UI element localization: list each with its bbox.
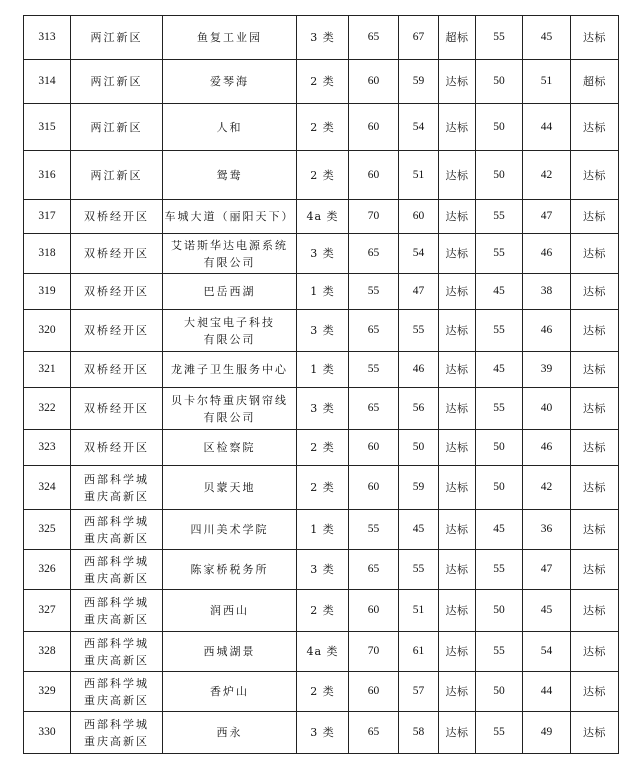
district-cell bbox=[71, 352, 163, 388]
district-line: 西部科学城 bbox=[84, 676, 149, 690]
night-measured-cell: 51 bbox=[523, 60, 571, 104]
day-result-cell: 达标 bbox=[439, 388, 476, 430]
row-number-cell: 315 bbox=[24, 104, 71, 151]
night-result-cell: 达标 bbox=[571, 632, 619, 672]
night-measured-cell: 38 bbox=[523, 274, 571, 310]
table-row bbox=[24, 274, 619, 310]
district-cell bbox=[71, 712, 163, 754]
night-result-cell: 达标 bbox=[571, 16, 619, 60]
night-limit-cell: 55 bbox=[476, 16, 523, 60]
district-cell bbox=[71, 104, 163, 151]
site-line: 区检察院 bbox=[203, 441, 256, 454]
district-line: 西部科学城 bbox=[84, 717, 149, 731]
district-line: 西部科学城 bbox=[84, 636, 149, 650]
site-line: 龙滩子卫生服务中心 bbox=[171, 363, 288, 376]
night-result-cell: 达标 bbox=[571, 388, 619, 430]
table-row bbox=[24, 310, 619, 352]
night-limit-cell: 50 bbox=[476, 466, 523, 510]
site-line: 巴岳西湖 bbox=[203, 285, 256, 298]
district-line: 双桥经开区 bbox=[84, 285, 149, 298]
site-line: 有限公司 bbox=[203, 332, 256, 346]
district-line: 两江新区 bbox=[90, 75, 143, 88]
class-cell: 1 类 bbox=[297, 352, 349, 388]
district-cell bbox=[71, 388, 163, 430]
night-result-cell: 达标 bbox=[571, 712, 619, 754]
table-row bbox=[24, 151, 619, 200]
night-limit-cell: 55 bbox=[476, 200, 523, 234]
class-cell: 3 类 bbox=[297, 310, 349, 352]
district-line: 重庆高新区 bbox=[84, 531, 149, 545]
district-line: 重庆高新区 bbox=[84, 693, 149, 707]
day-measured-cell: 46 bbox=[399, 352, 439, 388]
night-measured-cell: 40 bbox=[523, 388, 571, 430]
row-number-cell: 322 bbox=[24, 388, 71, 430]
district-cell bbox=[71, 310, 163, 352]
district-cell bbox=[71, 16, 163, 60]
day-limit-cell: 55 bbox=[349, 510, 399, 550]
site-line: 大昶宝电子科技 bbox=[184, 315, 275, 329]
day-limit-cell: 60 bbox=[349, 430, 399, 466]
day-result-cell: 达标 bbox=[439, 672, 476, 712]
day-limit-cell: 60 bbox=[349, 466, 399, 510]
site-cell bbox=[163, 430, 297, 466]
district-line: 双桥经开区 bbox=[84, 441, 149, 454]
district-line: 重庆高新区 bbox=[84, 489, 149, 503]
table-row bbox=[24, 234, 619, 274]
day-result-cell: 达标 bbox=[439, 632, 476, 672]
night-result-cell: 达标 bbox=[571, 550, 619, 590]
night-measured-cell: 44 bbox=[523, 104, 571, 151]
day-measured-cell: 54 bbox=[399, 234, 439, 274]
class-cell: 2 类 bbox=[297, 60, 349, 104]
night-measured-cell: 42 bbox=[523, 151, 571, 200]
district-cell bbox=[71, 200, 163, 234]
district-line: 双桥经开区 bbox=[84, 247, 149, 260]
night-limit-cell: 55 bbox=[476, 310, 523, 352]
day-measured-cell: 55 bbox=[399, 310, 439, 352]
table-row bbox=[24, 712, 619, 754]
day-result-cell: 达标 bbox=[439, 274, 476, 310]
night-result-cell: 达标 bbox=[571, 200, 619, 234]
night-result-cell: 达标 bbox=[571, 104, 619, 151]
site-cell bbox=[163, 712, 297, 754]
site-cell bbox=[163, 466, 297, 510]
day-measured-cell: 54 bbox=[399, 104, 439, 151]
row-number-cell: 326 bbox=[24, 550, 71, 590]
day-limit-cell: 60 bbox=[349, 104, 399, 151]
class-cell: 3 类 bbox=[297, 234, 349, 274]
night-result-cell: 达标 bbox=[571, 310, 619, 352]
night-measured-cell: 36 bbox=[523, 510, 571, 550]
day-measured-cell: 56 bbox=[399, 388, 439, 430]
day-measured-cell: 47 bbox=[399, 274, 439, 310]
district-cell bbox=[71, 510, 163, 550]
table-row bbox=[24, 590, 619, 632]
day-result-cell: 达标 bbox=[439, 550, 476, 590]
night-result-cell: 达标 bbox=[571, 430, 619, 466]
night-result-cell: 达标 bbox=[571, 151, 619, 200]
site-cell bbox=[163, 234, 297, 274]
district-line: 西部科学城 bbox=[84, 514, 149, 528]
day-result-cell: 达标 bbox=[439, 310, 476, 352]
day-measured-cell: 60 bbox=[399, 200, 439, 234]
district-line: 重庆高新区 bbox=[84, 734, 149, 748]
day-limit-cell: 60 bbox=[349, 151, 399, 200]
night-limit-cell: 45 bbox=[476, 510, 523, 550]
site-line: 鸳鸯 bbox=[216, 168, 243, 182]
day-limit-cell: 65 bbox=[349, 310, 399, 352]
day-result-cell: 达标 bbox=[439, 510, 476, 550]
district-line: 两江新区 bbox=[90, 168, 143, 182]
day-result-cell: 达标 bbox=[439, 60, 476, 104]
day-limit-cell: 70 bbox=[349, 632, 399, 672]
district-line: 双桥经开区 bbox=[84, 324, 149, 337]
site-line: 车城大道（丽阳天下） bbox=[164, 210, 295, 223]
night-measured-cell: 46 bbox=[523, 234, 571, 274]
night-measured-cell: 42 bbox=[523, 466, 571, 510]
site-cell bbox=[163, 310, 297, 352]
site-line: 贝卡尔特重庆钢帘线 bbox=[171, 393, 288, 407]
site-cell bbox=[163, 388, 297, 430]
day-result-cell: 达标 bbox=[439, 151, 476, 200]
class-cell: 2 类 bbox=[297, 466, 349, 510]
class-cell: 2 类 bbox=[297, 104, 349, 151]
district-line: 重庆高新区 bbox=[84, 612, 149, 626]
day-limit-cell: 55 bbox=[349, 274, 399, 310]
district-cell bbox=[71, 672, 163, 712]
table-row bbox=[24, 672, 619, 712]
district-cell bbox=[71, 466, 163, 510]
day-result-cell: 达标 bbox=[439, 352, 476, 388]
row-number-cell: 328 bbox=[24, 632, 71, 672]
district-line: 重庆高新区 bbox=[84, 653, 149, 667]
site-cell bbox=[163, 590, 297, 632]
row-number-cell: 327 bbox=[24, 590, 71, 632]
site-line: 人和 bbox=[216, 120, 243, 134]
site-line: 润西山 bbox=[210, 604, 249, 617]
day-measured-cell: 67 bbox=[399, 16, 439, 60]
site-cell bbox=[163, 104, 297, 151]
site-cell bbox=[163, 352, 297, 388]
night-limit-cell: 55 bbox=[476, 550, 523, 590]
class-cell: 2 类 bbox=[297, 430, 349, 466]
site-line: 香炉山 bbox=[210, 685, 249, 698]
table-row bbox=[24, 466, 619, 510]
site-cell bbox=[163, 16, 297, 60]
table-row bbox=[24, 430, 619, 466]
day-result-cell: 达标 bbox=[439, 234, 476, 274]
day-result-cell: 达标 bbox=[439, 430, 476, 466]
night-limit-cell: 50 bbox=[476, 430, 523, 466]
day-measured-cell: 51 bbox=[399, 590, 439, 632]
night-result-cell: 达标 bbox=[571, 234, 619, 274]
night-measured-cell: 46 bbox=[523, 430, 571, 466]
night-limit-cell: 50 bbox=[476, 60, 523, 104]
day-limit-cell: 60 bbox=[349, 590, 399, 632]
class-cell: 2 类 bbox=[297, 151, 349, 200]
site-line: 爱琴海 bbox=[210, 75, 249, 88]
district-line: 西部科学城 bbox=[84, 595, 149, 609]
night-result-cell: 超标 bbox=[571, 60, 619, 104]
class-cell: 1 类 bbox=[297, 274, 349, 310]
district-line: 双桥经开区 bbox=[84, 210, 149, 223]
day-limit-cell: 65 bbox=[349, 550, 399, 590]
district-line: 两江新区 bbox=[90, 31, 143, 44]
day-measured-cell: 57 bbox=[399, 672, 439, 712]
table-row bbox=[24, 352, 619, 388]
night-result-cell: 达标 bbox=[571, 510, 619, 550]
table-row bbox=[24, 388, 619, 430]
class-cell: 2 类 bbox=[297, 672, 349, 712]
day-measured-cell: 50 bbox=[399, 430, 439, 466]
table-row bbox=[24, 16, 619, 60]
night-result-cell: 达标 bbox=[571, 672, 619, 712]
night-measured-cell: 49 bbox=[523, 712, 571, 754]
night-limit-cell: 50 bbox=[476, 151, 523, 200]
site-line: 有限公司 bbox=[203, 410, 256, 424]
night-measured-cell: 46 bbox=[523, 310, 571, 352]
row-number-cell: 323 bbox=[24, 430, 71, 466]
district-cell bbox=[71, 234, 163, 274]
site-cell bbox=[163, 632, 297, 672]
night-limit-cell: 45 bbox=[476, 274, 523, 310]
district-cell bbox=[71, 550, 163, 590]
night-limit-cell: 50 bbox=[476, 672, 523, 712]
table-row bbox=[24, 632, 619, 672]
district-cell bbox=[71, 430, 163, 466]
site-cell bbox=[163, 60, 297, 104]
day-result-cell: 超标 bbox=[439, 16, 476, 60]
night-result-cell: 达标 bbox=[571, 466, 619, 510]
row-number-cell: 324 bbox=[24, 466, 71, 510]
day-limit-cell: 65 bbox=[349, 234, 399, 274]
night-limit-cell: 55 bbox=[476, 632, 523, 672]
site-line: 有限公司 bbox=[203, 255, 256, 269]
day-measured-cell: 51 bbox=[399, 151, 439, 200]
site-cell bbox=[163, 200, 297, 234]
day-limit-cell: 60 bbox=[349, 672, 399, 712]
day-measured-cell: 61 bbox=[399, 632, 439, 672]
night-limit-cell: 55 bbox=[476, 388, 523, 430]
class-cell: 1 类 bbox=[297, 510, 349, 550]
day-result-cell: 达标 bbox=[439, 590, 476, 632]
table-body bbox=[24, 16, 619, 754]
row-number-cell: 319 bbox=[24, 274, 71, 310]
site-cell bbox=[163, 510, 297, 550]
district-line: 重庆高新区 bbox=[84, 571, 149, 585]
row-number-cell: 318 bbox=[24, 234, 71, 274]
row-number-cell: 316 bbox=[24, 151, 71, 200]
class-cell: 2 类 bbox=[297, 590, 349, 632]
day-limit-cell: 65 bbox=[349, 388, 399, 430]
class-cell: 3 类 bbox=[297, 388, 349, 430]
night-result-cell: 达标 bbox=[571, 274, 619, 310]
district-line: 西部科学城 bbox=[84, 472, 149, 486]
night-measured-cell: 39 bbox=[523, 352, 571, 388]
district-cell bbox=[71, 632, 163, 672]
site-line: 四川美术学院 bbox=[190, 523, 269, 536]
day-limit-cell: 55 bbox=[349, 352, 399, 388]
district-line: 西部科学城 bbox=[84, 554, 149, 568]
night-result-cell: 达标 bbox=[571, 352, 619, 388]
day-limit-cell: 60 bbox=[349, 60, 399, 104]
row-number-cell: 313 bbox=[24, 16, 71, 60]
class-cell: 3 类 bbox=[297, 550, 349, 590]
class-cell: 4a 类 bbox=[297, 632, 349, 672]
table-row bbox=[24, 510, 619, 550]
night-measured-cell: 54 bbox=[523, 632, 571, 672]
noise-monitoring-table bbox=[23, 15, 619, 754]
day-result-cell: 达标 bbox=[439, 466, 476, 510]
table-row bbox=[24, 200, 619, 234]
day-limit-cell: 70 bbox=[349, 200, 399, 234]
class-cell: 3 类 bbox=[297, 16, 349, 60]
site-line: 陈家桥税务所 bbox=[190, 563, 269, 576]
table-row bbox=[24, 104, 619, 151]
day-result-cell: 达标 bbox=[439, 712, 476, 754]
row-number-cell: 325 bbox=[24, 510, 71, 550]
night-measured-cell: 45 bbox=[523, 16, 571, 60]
night-limit-cell: 50 bbox=[476, 104, 523, 151]
night-measured-cell: 44 bbox=[523, 672, 571, 712]
table-row bbox=[24, 60, 619, 104]
district-cell bbox=[71, 151, 163, 200]
day-measured-cell: 59 bbox=[399, 60, 439, 104]
site-cell bbox=[163, 550, 297, 590]
site-cell bbox=[163, 672, 297, 712]
site-line: 鱼复工业园 bbox=[197, 31, 262, 44]
row-number-cell: 320 bbox=[24, 310, 71, 352]
row-number-cell: 330 bbox=[24, 712, 71, 754]
day-measured-cell: 58 bbox=[399, 712, 439, 754]
row-number-cell: 329 bbox=[24, 672, 71, 712]
day-measured-cell: 45 bbox=[399, 510, 439, 550]
day-limit-cell: 65 bbox=[349, 16, 399, 60]
district-line: 双桥经开区 bbox=[84, 363, 149, 376]
day-limit-cell: 65 bbox=[349, 712, 399, 754]
district-line: 两江新区 bbox=[90, 120, 143, 134]
day-measured-cell: 55 bbox=[399, 550, 439, 590]
night-limit-cell: 55 bbox=[476, 712, 523, 754]
night-limit-cell: 50 bbox=[476, 590, 523, 632]
site-cell bbox=[163, 151, 297, 200]
day-result-cell: 达标 bbox=[439, 200, 476, 234]
site-line: 西永 bbox=[216, 726, 243, 739]
row-number-cell: 317 bbox=[24, 200, 71, 234]
night-result-cell: 达标 bbox=[571, 590, 619, 632]
night-measured-cell: 47 bbox=[523, 550, 571, 590]
day-measured-cell: 59 bbox=[399, 466, 439, 510]
table-row bbox=[24, 550, 619, 590]
district-cell bbox=[71, 590, 163, 632]
site-line: 西城湖景 bbox=[203, 645, 256, 658]
night-limit-cell: 55 bbox=[476, 234, 523, 274]
row-number-cell: 321 bbox=[24, 352, 71, 388]
night-measured-cell: 45 bbox=[523, 590, 571, 632]
night-measured-cell: 47 bbox=[523, 200, 571, 234]
class-cell: 4a 类 bbox=[297, 200, 349, 234]
district-cell bbox=[71, 274, 163, 310]
day-result-cell: 达标 bbox=[439, 104, 476, 151]
site-line: 艾诺斯华达电源系统 bbox=[171, 238, 288, 252]
site-line: 贝蒙天地 bbox=[203, 481, 256, 494]
class-cell: 3 类 bbox=[297, 712, 349, 754]
district-line: 双桥经开区 bbox=[84, 402, 149, 415]
site-cell bbox=[163, 274, 297, 310]
district-cell bbox=[71, 60, 163, 104]
row-number-cell: 314 bbox=[24, 60, 71, 104]
night-limit-cell: 45 bbox=[476, 352, 523, 388]
